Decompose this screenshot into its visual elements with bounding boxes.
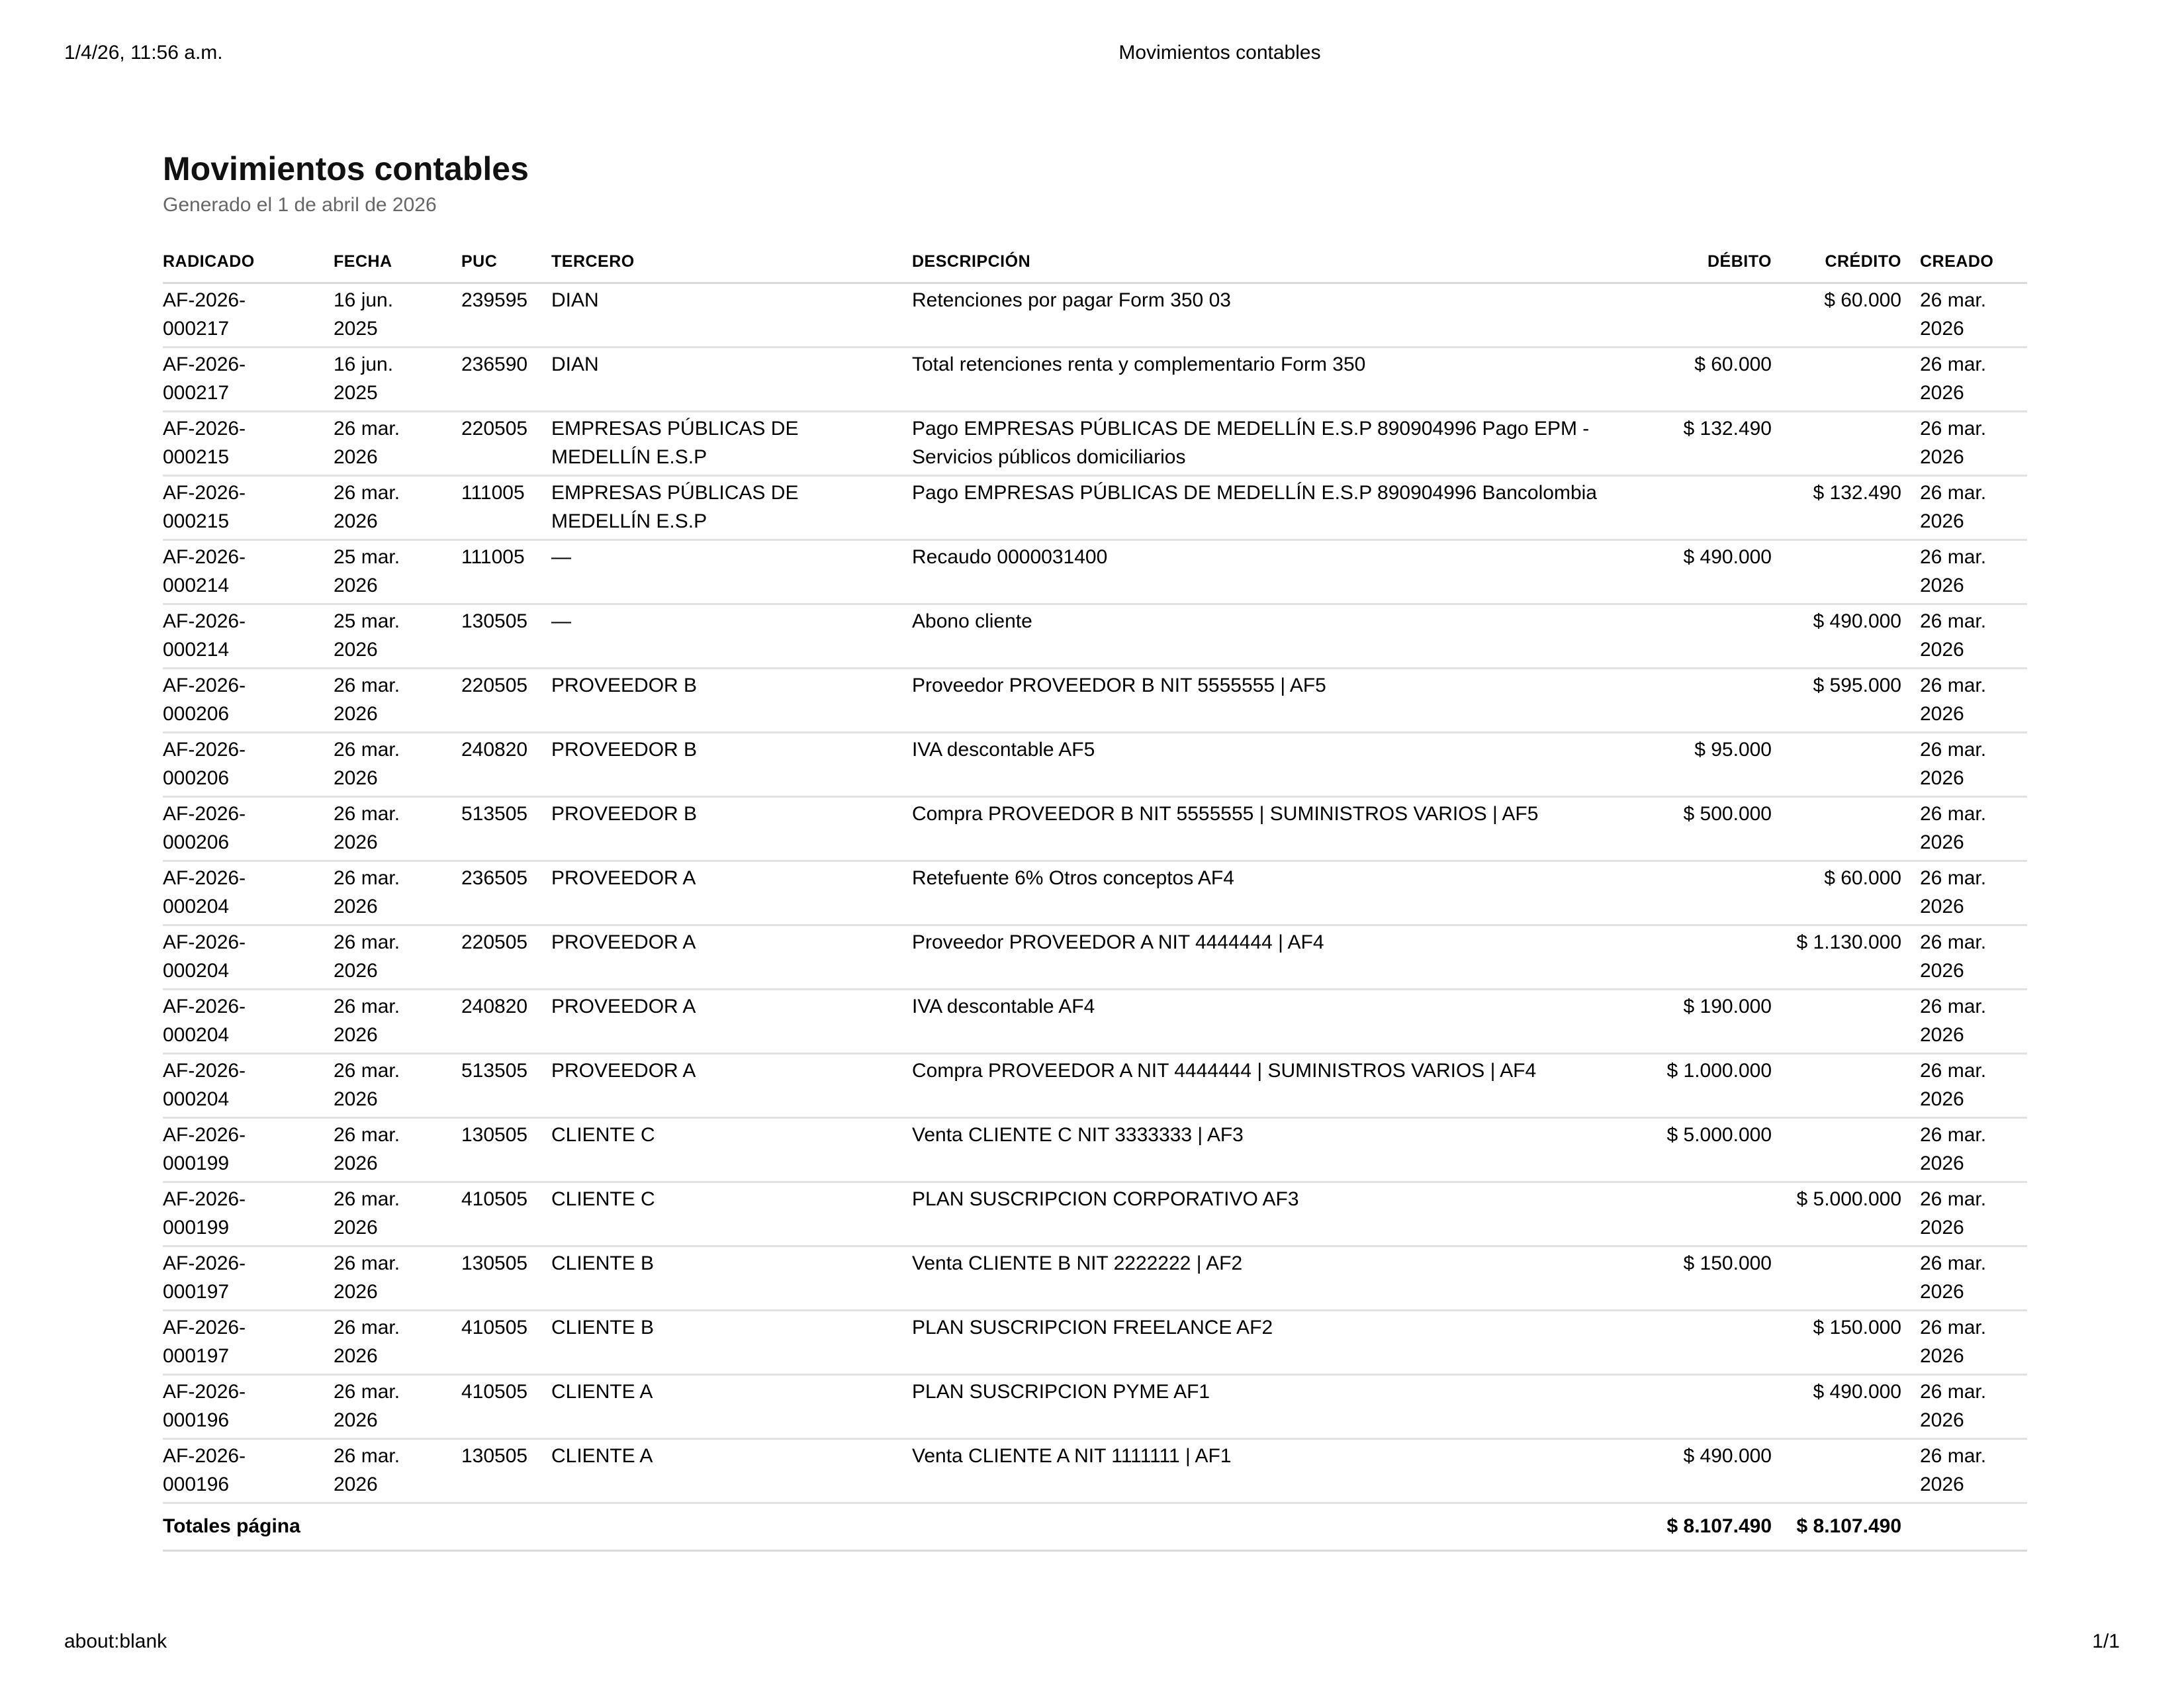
cell-puc: 220505 <box>461 925 551 990</box>
cell-tercero: — <box>551 604 912 669</box>
cell-debito: $ 490.000 <box>1619 1439 1772 1503</box>
cell-debito <box>1619 1182 1772 1246</box>
cell-tercero: CLIENTE B <box>551 1246 912 1311</box>
cell-fecha: 26 mar. 2026 <box>334 476 461 540</box>
print-header-title: Movimientos contables <box>1118 42 1321 64</box>
col-puc: PUC <box>461 236 551 283</box>
cell-tercero: DIAN <box>551 348 912 412</box>
cell-fecha: 26 mar. 2026 <box>334 1439 461 1503</box>
cell-radicado: AF-2026-000214 <box>163 604 334 669</box>
cell-debito: $ 5.000.000 <box>1619 1118 1772 1182</box>
cell-debito <box>1619 1375 1772 1439</box>
cell-tercero: PROVEEDOR B <box>551 669 912 733</box>
cell-radicado: AF-2026-000206 <box>163 733 334 797</box>
cell-debito: $ 1.000.000 <box>1619 1054 1772 1118</box>
report-content <box>163 149 2027 1552</box>
col-debito: DÉBITO <box>1619 236 1772 283</box>
cell-fecha: 26 mar. 2026 <box>334 1311 461 1375</box>
cell-puc: 410505 <box>461 1182 551 1246</box>
cell-creado: 26 mar. 2026 <box>1901 990 2027 1054</box>
table-row <box>163 1311 2027 1375</box>
cell-debito <box>1619 476 1772 540</box>
col-tercero: TERCERO <box>551 236 912 283</box>
print-footer-page-number: 1/1 <box>2092 1630 2120 1652</box>
print-header-datetime: 1/4/26, 11:56 a.m. <box>64 42 223 64</box>
cell-descripcion: Venta CLIENTE B NIT 2222222 | AF2 <box>912 1246 1619 1311</box>
cell-credito: $ 1.130.000 <box>1772 925 1901 990</box>
cell-fecha: 25 mar. 2026 <box>334 604 461 669</box>
cell-credito <box>1772 1246 1901 1311</box>
cell-tercero: CLIENTE A <box>551 1439 912 1503</box>
cell-debito: $ 150.000 <box>1619 1246 1772 1311</box>
cell-debito <box>1619 925 1772 990</box>
cell-credito <box>1772 990 1901 1054</box>
col-radicado: RADICADO <box>163 236 334 283</box>
cell-descripcion: Abono cliente <box>912 604 1619 669</box>
cell-creado: 26 mar. 2026 <box>1901 1182 2027 1246</box>
cell-creado: 26 mar. 2026 <box>1901 925 2027 990</box>
col-creado: CREADO <box>1901 236 2027 283</box>
cell-tercero: DIAN <box>551 283 912 348</box>
print-footer-url: about:blank <box>64 1630 167 1652</box>
table-row <box>163 733 2027 797</box>
col-descripcion: DESCRIPCIÓN <box>912 236 1619 283</box>
col-fecha: FECHA <box>334 236 461 283</box>
cell-puc: 130505 <box>461 604 551 669</box>
report-subtitle: Generado el 1 de abril de 2026 <box>163 194 437 216</box>
cell-debito: $ 132.490 <box>1619 412 1772 476</box>
table-row <box>163 283 2027 348</box>
cell-puc: 111005 <box>461 540 551 604</box>
cell-fecha: 26 mar. 2026 <box>334 1054 461 1118</box>
cell-radicado: AF-2026-000204 <box>163 861 334 925</box>
cell-descripcion: Retefuente 6% Otros conceptos AF4 <box>912 861 1619 925</box>
table-row <box>163 861 2027 925</box>
cell-credito <box>1772 348 1901 412</box>
cell-tercero: PROVEEDOR A <box>551 990 912 1054</box>
cell-descripcion: Compra PROVEEDOR B NIT 5555555 | SUMINISTROS VARIOS | AF5 <box>912 797 1619 861</box>
table-row <box>163 1246 2027 1311</box>
cell-radicado: AF-2026-000197 <box>163 1246 334 1311</box>
cell-fecha: 26 mar. 2026 <box>334 669 461 733</box>
cell-creado: 26 mar. 2026 <box>1901 1054 2027 1118</box>
table-row <box>163 797 2027 861</box>
cell-tercero: PROVEEDOR B <box>551 797 912 861</box>
cell-creado: 26 mar. 2026 <box>1901 669 2027 733</box>
cell-tercero: CLIENTE C <box>551 1118 912 1182</box>
cell-fecha: 26 mar. 2026 <box>334 990 461 1054</box>
cell-tercero: EMPRESAS PÚBLICAS DE MEDELLÍN E.S.P <box>551 412 912 476</box>
table-row <box>163 1054 2027 1118</box>
page-title: Movimientos contables <box>163 150 529 187</box>
cell-creado: 26 mar. 2026 <box>1901 1246 2027 1311</box>
cell-debito <box>1619 669 1772 733</box>
cell-creado: 26 mar. 2026 <box>1901 476 2027 540</box>
cell-descripcion: IVA descontable AF4 <box>912 990 1619 1054</box>
col-credito: CRÉDITO <box>1772 236 1901 283</box>
cell-credito: $ 60.000 <box>1772 861 1901 925</box>
cell-creado: 26 mar. 2026 <box>1901 283 2027 348</box>
cell-credito: $ 595.000 <box>1772 669 1901 733</box>
cell-debito: $ 95.000 <box>1619 733 1772 797</box>
cell-radicado: AF-2026-000217 <box>163 348 334 412</box>
table-header <box>163 236 2027 283</box>
cell-radicado: AF-2026-000196 <box>163 1439 334 1503</box>
cell-creado: 26 mar. 2026 <box>1901 1311 2027 1375</box>
cell-debito: $ 60.000 <box>1619 348 1772 412</box>
cell-tercero: CLIENTE B <box>551 1311 912 1375</box>
cell-debito <box>1619 861 1772 925</box>
cell-creado: 26 mar. 2026 <box>1901 540 2027 604</box>
table-row <box>163 540 2027 604</box>
totals-creado-empty <box>1901 1503 2027 1551</box>
cell-descripcion: Retenciones por pagar Form 350 03 <box>912 283 1619 348</box>
cell-puc: 220505 <box>461 412 551 476</box>
cell-creado: 26 mar. 2026 <box>1901 348 2027 412</box>
cell-descripcion: PLAN SUSCRIPCION PYME AF1 <box>912 1375 1619 1439</box>
cell-creado: 26 mar. 2026 <box>1901 797 2027 861</box>
cell-credito: $ 490.000 <box>1772 604 1901 669</box>
cell-debito: $ 490.000 <box>1619 540 1772 604</box>
cell-creado: 26 mar. 2026 <box>1901 1118 2027 1182</box>
cell-tercero: PROVEEDOR A <box>551 925 912 990</box>
cell-creado: 26 mar. 2026 <box>1901 412 2027 476</box>
table-body <box>163 283 2027 1503</box>
cell-debito <box>1619 283 1772 348</box>
cell-fecha: 26 mar. 2026 <box>334 797 461 861</box>
table-row <box>163 348 2027 412</box>
cell-creado: 26 mar. 2026 <box>1901 1375 2027 1439</box>
cell-tercero: PROVEEDOR A <box>551 1054 912 1118</box>
table-row <box>163 990 2027 1054</box>
totals-credito: $ 8.107.490 <box>1772 1503 1901 1551</box>
cell-radicado: AF-2026-000197 <box>163 1311 334 1375</box>
table-row <box>163 604 2027 669</box>
cell-radicado: AF-2026-000215 <box>163 476 334 540</box>
cell-puc: 111005 <box>461 476 551 540</box>
cell-descripcion: Compra PROVEEDOR A NIT 4444444 | SUMINISTROS VARIOS | AF4 <box>912 1054 1619 1118</box>
cell-puc: 220505 <box>461 669 551 733</box>
cell-debito <box>1619 604 1772 669</box>
cell-puc: 240820 <box>461 733 551 797</box>
cell-radicado: AF-2026-000206 <box>163 797 334 861</box>
cell-radicado: AF-2026-000204 <box>163 925 334 990</box>
cell-descripcion: Pago EMPRESAS PÚBLICAS DE MEDELLÍN E.S.P 890904996 Pago EPM - Servicios públicos domiciliarios <box>912 412 1619 476</box>
cell-puc: 130505 <box>461 1246 551 1311</box>
movements-table <box>163 236 2027 1552</box>
cell-descripcion: Venta CLIENTE A NIT 1111111 | AF1 <box>912 1439 1619 1503</box>
cell-credito: $ 490.000 <box>1772 1375 1901 1439</box>
cell-descripcion: Venta CLIENTE C NIT 3333333 | AF3 <box>912 1118 1619 1182</box>
cell-fecha: 16 jun. 2025 <box>334 348 461 412</box>
cell-creado: 26 mar. 2026 <box>1901 861 2027 925</box>
cell-credito <box>1772 1118 1901 1182</box>
cell-fecha: 25 mar. 2026 <box>334 540 461 604</box>
cell-debito: $ 190.000 <box>1619 990 1772 1054</box>
cell-creado: 26 mar. 2026 <box>1901 1439 2027 1503</box>
cell-radicado: AF-2026-000204 <box>163 990 334 1054</box>
cell-puc: 130505 <box>461 1118 551 1182</box>
cell-fecha: 26 mar. 2026 <box>334 861 461 925</box>
cell-radicado: AF-2026-000217 <box>163 283 334 348</box>
table-row <box>163 476 2027 540</box>
totals-debito: $ 8.107.490 <box>1619 1503 1772 1551</box>
table-row <box>163 1118 2027 1182</box>
cell-descripcion: Pago EMPRESAS PÚBLICAS DE MEDELLÍN E.S.P 890904996 Bancolombia <box>912 476 1619 540</box>
cell-descripcion: Recaudo 0000031400 <box>912 540 1619 604</box>
cell-puc: 236505 <box>461 861 551 925</box>
table-row <box>163 925 2027 990</box>
cell-creado: 26 mar. 2026 <box>1901 733 2027 797</box>
cell-descripcion: Total retenciones renta y complementario Form 350 <box>912 348 1619 412</box>
cell-puc: 130505 <box>461 1439 551 1503</box>
table-row <box>163 412 2027 476</box>
cell-puc: 513505 <box>461 1054 551 1118</box>
cell-tercero: PROVEEDOR A <box>551 861 912 925</box>
cell-fecha: 26 mar. 2026 <box>334 412 461 476</box>
cell-credito: $ 60.000 <box>1772 283 1901 348</box>
cell-radicado: AF-2026-000199 <box>163 1182 334 1246</box>
cell-descripcion: PLAN SUSCRIPCION CORPORATIVO AF3 <box>912 1182 1619 1246</box>
cell-descripcion: IVA descontable AF5 <box>912 733 1619 797</box>
cell-credito <box>1772 412 1901 476</box>
cell-credito: $ 150.000 <box>1772 1311 1901 1375</box>
cell-credito: $ 5.000.000 <box>1772 1182 1901 1246</box>
cell-fecha: 26 mar. 2026 <box>334 1375 461 1439</box>
cell-fecha: 26 mar. 2026 <box>334 1182 461 1246</box>
cell-puc: 410505 <box>461 1311 551 1375</box>
cell-radicado: AF-2026-000196 <box>163 1375 334 1439</box>
cell-puc: 240820 <box>461 990 551 1054</box>
cell-debito: $ 500.000 <box>1619 797 1772 861</box>
cell-credito <box>1772 1439 1901 1503</box>
cell-debito <box>1619 1311 1772 1375</box>
cell-tercero: EMPRESAS PÚBLICAS DE MEDELLÍN E.S.P <box>551 476 912 540</box>
cell-descripcion: Proveedor PROVEEDOR A NIT 4444444 | AF4 <box>912 925 1619 990</box>
cell-credito <box>1772 797 1901 861</box>
cell-credito: $ 132.490 <box>1772 476 1901 540</box>
cell-descripcion: PLAN SUSCRIPCION FREELANCE AF2 <box>912 1311 1619 1375</box>
table-header-row <box>163 236 2027 283</box>
cell-credito <box>1772 540 1901 604</box>
table-footer <box>163 1503 2027 1551</box>
cell-puc: 410505 <box>461 1375 551 1439</box>
cell-puc: 239595 <box>461 283 551 348</box>
totals-label: Totales página <box>163 1503 1619 1551</box>
cell-fecha: 26 mar. 2026 <box>334 925 461 990</box>
cell-radicado: AF-2026-000204 <box>163 1054 334 1118</box>
cell-credito <box>1772 733 1901 797</box>
cell-radicado: AF-2026-000215 <box>163 412 334 476</box>
cell-tercero: CLIENTE A <box>551 1375 912 1439</box>
cell-fecha: 26 mar. 2026 <box>334 1246 461 1311</box>
cell-puc: 236590 <box>461 348 551 412</box>
cell-credito <box>1772 1054 1901 1118</box>
table-row <box>163 1375 2027 1439</box>
totals-row <box>163 1503 2027 1551</box>
cell-radicado: AF-2026-000199 <box>163 1118 334 1182</box>
cell-tercero: CLIENTE C <box>551 1182 912 1246</box>
cell-creado: 26 mar. 2026 <box>1901 604 2027 669</box>
cell-tercero: — <box>551 540 912 604</box>
cell-radicado: AF-2026-000214 <box>163 540 334 604</box>
table-row <box>163 669 2027 733</box>
cell-fecha: 26 mar. 2026 <box>334 733 461 797</box>
cell-tercero: PROVEEDOR B <box>551 733 912 797</box>
cell-descripcion: Proveedor PROVEEDOR B NIT 5555555 | AF5 <box>912 669 1619 733</box>
table-row <box>163 1182 2027 1246</box>
cell-puc: 513505 <box>461 797 551 861</box>
cell-fecha: 26 mar. 2026 <box>334 1118 461 1182</box>
table-row <box>163 1439 2027 1503</box>
cell-radicado: AF-2026-000206 <box>163 669 334 733</box>
cell-fecha: 16 jun. 2025 <box>334 283 461 348</box>
